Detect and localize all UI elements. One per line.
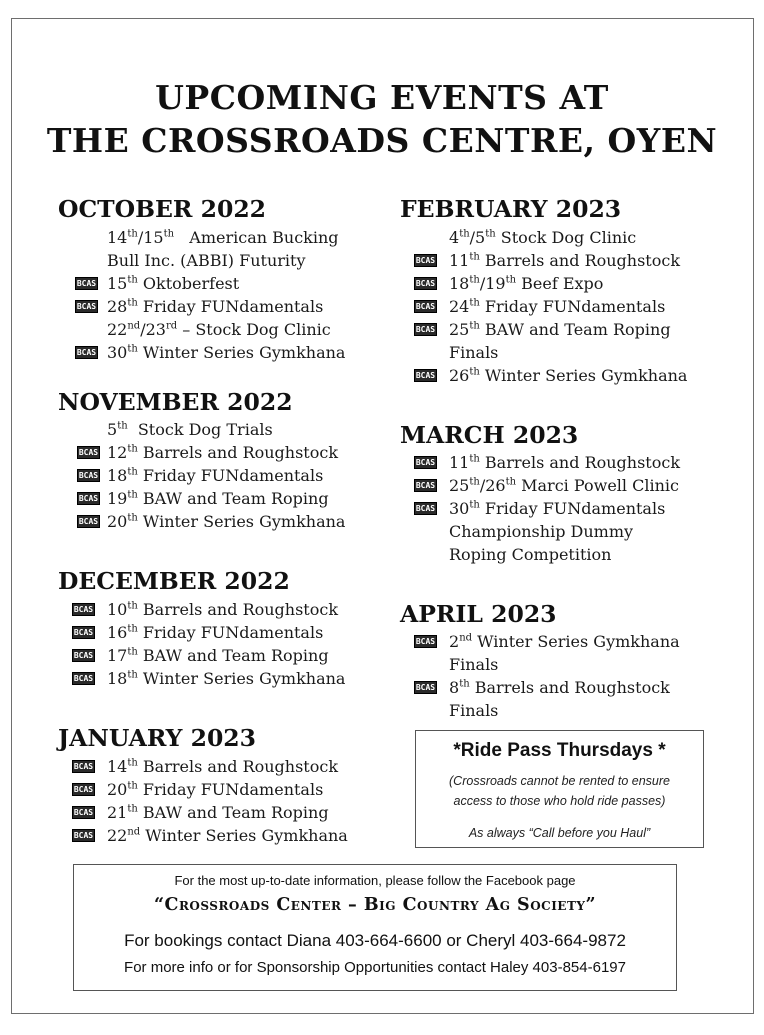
event-line: [449, 341, 498, 364]
event-day: 5: [107, 420, 118, 439]
event-day: 16: [107, 623, 128, 642]
event-line: [449, 318, 671, 341]
event-line: [107, 272, 239, 295]
bcas-logo-icon: BCAS: [73, 628, 94, 637]
event-day-suffix: th: [127, 669, 138, 681]
month-heading-march: MARCH 2023: [400, 421, 579, 449]
month-heading-february: FEBRUARY 2023: [400, 195, 622, 223]
event-day-2-suffix: th: [485, 228, 496, 240]
event-name: Friday FUNdamentals: [137, 466, 324, 485]
event-day: 22: [107, 826, 128, 845]
ride-pass-note-3: As always “Call before you Haul”: [468, 826, 651, 840]
bcas-logo-icon: BCAS: [76, 302, 97, 311]
event-day: 22: [107, 320, 128, 339]
bcas-logo-icon: BCAS: [415, 481, 436, 490]
event-line: [449, 226, 636, 249]
event-day-suffix: th: [127, 646, 138, 658]
event-day-suffix: th: [469, 499, 480, 511]
event-line: [107, 464, 323, 487]
event-name: Finals: [449, 701, 499, 720]
event-day: 18: [107, 669, 128, 688]
event-name: Roping Competition: [449, 545, 612, 564]
event-day-suffix: th: [469, 274, 480, 286]
event-day-suffix: th: [469, 476, 480, 488]
page-title-line-1: UPCOMING EVENTS AT: [155, 78, 609, 117]
event-name: BAW and Team Roping: [479, 320, 671, 339]
event-name: Friday FUNdamentals: [479, 499, 666, 518]
event-day-suffix: th: [117, 420, 128, 432]
event-line: [449, 676, 670, 699]
event-day-2-suffix: rd: [165, 320, 178, 332]
event-name: Winter Series Gymkhana: [140, 826, 348, 845]
event-day-suffix: th: [127, 297, 138, 309]
event-day-2: 19: [485, 274, 506, 293]
event-name: Barrels and Roughstock: [137, 600, 339, 619]
event-day: 25: [449, 476, 470, 495]
event-day-suffix: th: [127, 489, 138, 501]
event-line: [107, 778, 323, 801]
event-line: [107, 644, 329, 667]
event-day-suffix: th: [127, 757, 138, 769]
event-day-2-suffix: th: [505, 274, 517, 286]
event-day-suffix: th: [459, 678, 470, 690]
event-line: [107, 487, 329, 510]
event-name: American Bucking: [174, 228, 339, 247]
event-day: 25: [449, 320, 470, 339]
event-day: 20: [107, 512, 128, 531]
event-line: [449, 699, 498, 722]
event-day: 17: [107, 646, 128, 665]
event-day: 15: [107, 274, 128, 293]
event-name: Friday FUNdamentals: [137, 780, 324, 799]
event-day: 21: [107, 803, 128, 822]
event-day: 14: [107, 228, 128, 247]
bcas-logo-icon: BCAS: [73, 762, 94, 771]
month-heading-october: OCTOBER 2022: [58, 195, 267, 223]
event-name: Finals: [449, 655, 499, 674]
event-name: Barrels and Roughstock: [137, 757, 339, 776]
event-name: Winter Series Gymkhana: [137, 512, 346, 531]
event-day-2: 5: [475, 228, 486, 247]
bcas-logo-icon: BCAS: [415, 504, 436, 513]
event-line: [449, 520, 633, 543]
event-line: [107, 418, 273, 441]
ride-pass-note-1: (Crossroads cannot be rented to ensure: [449, 774, 670, 788]
bcas-logo-icon: BCAS: [73, 785, 94, 794]
bcas-logo-icon: BCAS: [415, 637, 436, 646]
contact-info-box: [73, 864, 677, 991]
bcas-logo-icon: BCAS: [415, 325, 436, 334]
event-day: 30: [449, 499, 470, 518]
bcas-logo-icon: BCAS: [78, 448, 99, 457]
event-day: 11: [449, 251, 470, 270]
facebook-page-name: “Crossroads Center – Big Country Ag Society”: [153, 895, 597, 915]
bcas-logo-icon: BCAS: [415, 371, 436, 380]
event-day-suffix: th: [127, 228, 138, 240]
event-day-suffix: th: [127, 274, 138, 286]
event-day-2: 15: [143, 228, 164, 247]
event-day-suffix: th: [469, 320, 480, 332]
event-day-suffix: th: [469, 366, 480, 378]
facebook-info-line: For the most up-to-date information, please follow the Facebook page: [174, 873, 576, 888]
event-day: 20: [107, 780, 128, 799]
event-day: 18: [107, 466, 128, 485]
event-day: 10: [107, 600, 128, 619]
bcas-logo-icon: BCAS: [415, 458, 436, 467]
event-day-suffix: th: [127, 512, 138, 524]
event-name: Barrels and Roughstock: [479, 453, 681, 472]
bcas-logo-icon: BCAS: [73, 831, 94, 840]
event-day-suffix: th: [127, 623, 138, 635]
event-day-separator: /: [479, 476, 486, 495]
month-heading-december: DECEMBER 2022: [58, 567, 290, 595]
event-day-2-suffix: th: [163, 228, 175, 240]
bcas-logo-icon: BCAS: [415, 256, 436, 265]
event-day: 8: [449, 678, 460, 697]
event-day-2-suffix: th: [505, 476, 517, 488]
event-name: BAW and Team Roping: [137, 489, 329, 508]
event-line: [107, 621, 323, 644]
event-day-suffix: th: [127, 343, 138, 355]
event-line: [449, 630, 680, 653]
event-day-2: 23: [145, 320, 166, 339]
bcas-logo-icon: BCAS: [76, 348, 97, 357]
event-day: 19: [107, 489, 128, 508]
event-name: Oktoberfest: [137, 274, 240, 293]
event-name: Bull Inc. (ABBI) Futurity: [107, 251, 306, 270]
month-heading-january: JANUARY 2023: [58, 724, 257, 752]
event-line: [107, 598, 338, 621]
event-line: [449, 249, 680, 272]
event-name: Winter Series Gymkhana: [137, 343, 346, 362]
event-day: 2: [449, 632, 460, 651]
event-name: Friday FUNdamentals: [479, 297, 666, 316]
event-name: Friday FUNdamentals: [137, 623, 324, 642]
event-name: Barrels and Roughstock: [137, 443, 339, 462]
bcas-logo-icon: BCAS: [415, 683, 436, 692]
bcas-logo-icon: BCAS: [73, 674, 94, 683]
event-name: Stock Dog Clinic: [495, 228, 637, 247]
event-day-suffix: th: [127, 780, 138, 792]
sponsorship-contact: For more info or for Sponsorship Opportunities contact Haley 403-854-6197: [124, 959, 626, 976]
event-name: Friday FUNdamentals: [137, 297, 324, 316]
event-name: Winter Series Gymkhana: [479, 366, 688, 385]
event-day-suffix: nd: [127, 826, 141, 838]
event-name: BAW and Team Roping: [137, 646, 329, 665]
event-line: [107, 249, 305, 272]
bcas-logo-icon: BCAS: [73, 605, 94, 614]
event-line: [107, 295, 323, 318]
event-day: 28: [107, 297, 128, 316]
event-day: 12: [107, 443, 128, 462]
event-line: [449, 295, 665, 318]
page-title-line-2: THE CROSSROADS CENTRE, OYEN: [46, 121, 718, 160]
event-day-suffix: th: [127, 803, 138, 815]
event-line: [107, 824, 348, 847]
event-name: Marci Powell Clinic: [516, 476, 679, 495]
bookings-contact: For bookings contact Diana 403-664-6600 or Cheryl 403-664-9872: [124, 931, 626, 950]
event-line: [107, 801, 329, 824]
event-name: Barrels and Roughstock: [469, 678, 670, 697]
event-line: [449, 543, 611, 566]
bcas-logo-icon: BCAS: [415, 302, 436, 311]
event-name: Winter Series Gymkhana: [472, 632, 680, 651]
bcas-logo-icon: BCAS: [78, 494, 99, 503]
bcas-logo-icon: BCAS: [78, 471, 99, 480]
event-line: [449, 272, 603, 295]
event-line: [107, 667, 345, 690]
event-line: [449, 451, 680, 474]
event-name: BAW and Team Roping: [137, 803, 329, 822]
event-line: [449, 364, 687, 387]
event-name: Beef Expo: [516, 274, 604, 293]
event-name: Finals: [449, 343, 499, 362]
event-day: 18: [449, 274, 470, 293]
event-day-suffix: th: [459, 228, 470, 240]
bcas-logo-icon: BCAS: [73, 651, 94, 660]
event-day-separator: /: [137, 228, 144, 247]
month-heading-november: NOVEMBER 2022: [58, 388, 293, 416]
event-name: Barrels and Roughstock: [479, 251, 681, 270]
event-day: 24: [449, 297, 470, 316]
event-line: [107, 226, 339, 249]
event-line: [449, 653, 498, 676]
event-day: 11: [449, 453, 470, 472]
event-day: 4: [449, 228, 460, 247]
event-day-suffix: th: [127, 443, 138, 455]
event-line: [107, 441, 338, 464]
event-day-separator: /: [469, 228, 476, 247]
event-line: [107, 341, 345, 364]
month-heading-april: APRIL 2023: [400, 600, 557, 628]
event-day-suffix: th: [469, 251, 480, 263]
ride-pass-title: *Ride Pass Thursdays *: [453, 740, 666, 761]
event-line: [107, 755, 338, 778]
ride-pass-note-2: access to those who hold ride passes): [453, 794, 666, 808]
event-day-suffix: th: [127, 466, 138, 478]
ride-pass-box: [415, 730, 704, 848]
event-day-suffix: th: [469, 297, 480, 309]
event-line: [449, 474, 679, 497]
bcas-logo-icon: BCAS: [78, 517, 99, 526]
event-name: – Stock Dog Clinic: [177, 320, 331, 339]
event-day-suffix: nd: [459, 632, 473, 644]
event-name: Championship Dummy: [449, 522, 634, 541]
bcas-logo-icon: BCAS: [76, 279, 97, 288]
event-day-suffix: th: [127, 600, 138, 612]
event-day: 14: [107, 757, 128, 776]
event-line: [449, 497, 665, 520]
event-day-separator: /: [140, 320, 146, 339]
bcas-logo-icon: BCAS: [73, 808, 94, 817]
event-line: [107, 318, 331, 341]
bcas-logo-icon: BCAS: [415, 279, 436, 288]
event-day: 26: [449, 366, 470, 385]
event-day-suffix: nd: [127, 320, 141, 332]
event-day-suffix: th: [469, 453, 480, 465]
event-line: [107, 510, 345, 533]
event-name: Stock Dog Trials: [127, 420, 273, 439]
event-day: 30: [107, 343, 128, 362]
event-day-separator: /: [479, 274, 486, 293]
event-name: Winter Series Gymkhana: [137, 669, 346, 688]
event-day-2: 26: [485, 476, 506, 495]
